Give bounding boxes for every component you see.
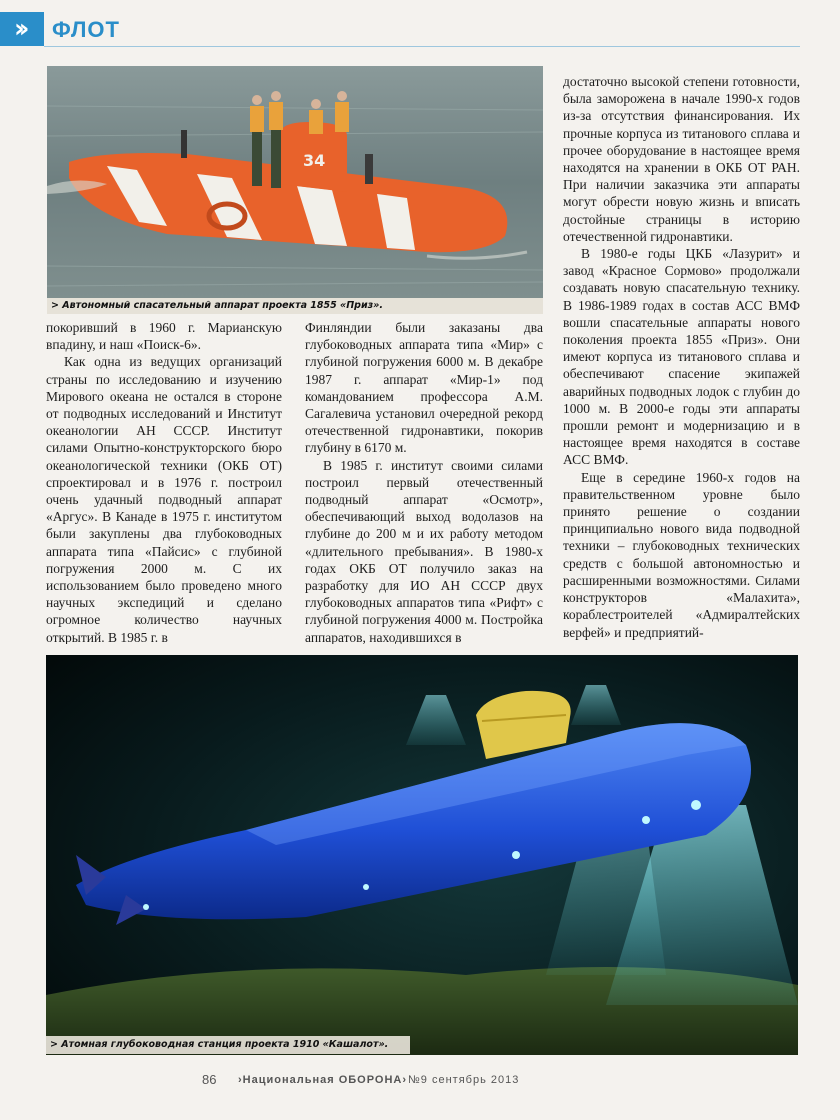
deep-sea-station-render (46, 655, 798, 1055)
issue-info: №9 сентябрь 2013 (408, 1074, 520, 1086)
header-divider (44, 46, 800, 47)
section-title: ФЛОТ (52, 17, 120, 42)
paragraph: покоривший в 1960 г. Марианскую впадину, и наш «Поиск-6». (46, 320, 282, 353)
paragraph: Как одна из ведущих организаций страны по исследованию и изучению Мирового океана не остался в стороне от подводных исследований и Институт океанологии АН СССР. Институт силами Опытно-конструкторского бюро океанологической техники (ОКБ ОТ) спроектировал и в 1976 г. построил очень удачный подводный аппарат «Аргус». В Канаде в 1975 г. институтом были закуплены два глубоководных аппарата типа «Пайсис» с глубиной погружения 2000 м. С их использованием было проведено много научных экспедиций и сделано огромное количество научных открытий. В 1985 г. в (46, 354, 282, 644)
text-column-2 (305, 319, 543, 644)
magazine-name: ›Национальная ОБОРОНА› (238, 1074, 408, 1086)
paragraph: достаточно высокой степени готовности, была заморожена в начале 1990-х годов из-за отсутствия финансирования. Их прочные корпуса из титанового сплава и прочее оборудование в настоящее время находятся на хранении в ОКБ ОТ РАН. При наличии заказчика эти аппараты могут обрести новую жизнь и вписать достойные страницы в историю отечественной гидронавтики. (563, 74, 800, 244)
photo-caption-top: > Автономный спасательный аппарат проекта 1855 «Приз». (47, 298, 543, 314)
paragraph: Еще в середине 1960-х годов на правительственном уровне было принято решение о создании принципиально нового вида подводной техники – глубоководных технических средств с большой автономностью и расширенными возможностями. Силами конструкторов «Малахита», кораблестроителей «Адмиралтейских верфей» и предприятий- (563, 469, 800, 640)
page-number: 86 (202, 1072, 217, 1087)
text-column-1 (46, 319, 282, 644)
paragraph: В 1985 г. институт своими силами построил первый отечественный подводный аппарат «Осмотр», обеспечивающий выход водолазов на глубине до 200 м и их работу методом «длительного пребывания». В 1980-х годах ОКБ ОТ получило заказ на разработку для ИО АН СССР двух глубоководных аппаратов типа «Рифт» с глубиной погружения 4000 м. Постройка аппаратов, находившихся в (305, 457, 543, 644)
hull-number: 34 (303, 151, 326, 170)
photo-caption-bottom: > Атомная глубоководная станция проекта 1910 «Кашалот». (46, 1036, 410, 1054)
paragraph: В 1980-е годы ЦКБ «Лазурит» и завод «Красное Сормово» продолжали создавать новую спасательную технику. В 1986-1989 годах в состав АСС ВМФ вошли спасательные аппараты нового поколения проекта 1855 «Приз». Они имеют корпуса из титанового сплава и обеспечивают спасение экипажей аварийных подводных лодок с глубин до 1000 м. В 2000-е годы эти аппараты прошли ремонт и модернизацию и в настоящее время находятся в составе АСС ВМФ. (563, 246, 800, 468)
paragraph: Финляндии были заказаны два глубоководных аппарата типа «Мир» с глубиной погружения 6000 м. В декабре 1987 г. аппарат «Мир-1» под командованием профессора А.М. Сагалевича установил очередной рекорд отечественной гидронавтики, покорив глубину в 6170 м. (305, 320, 543, 456)
rescue-vehicle-photo (47, 66, 543, 298)
text-column-3 (563, 73, 800, 645)
double-chevron-icon: ›› (14, 14, 24, 44)
